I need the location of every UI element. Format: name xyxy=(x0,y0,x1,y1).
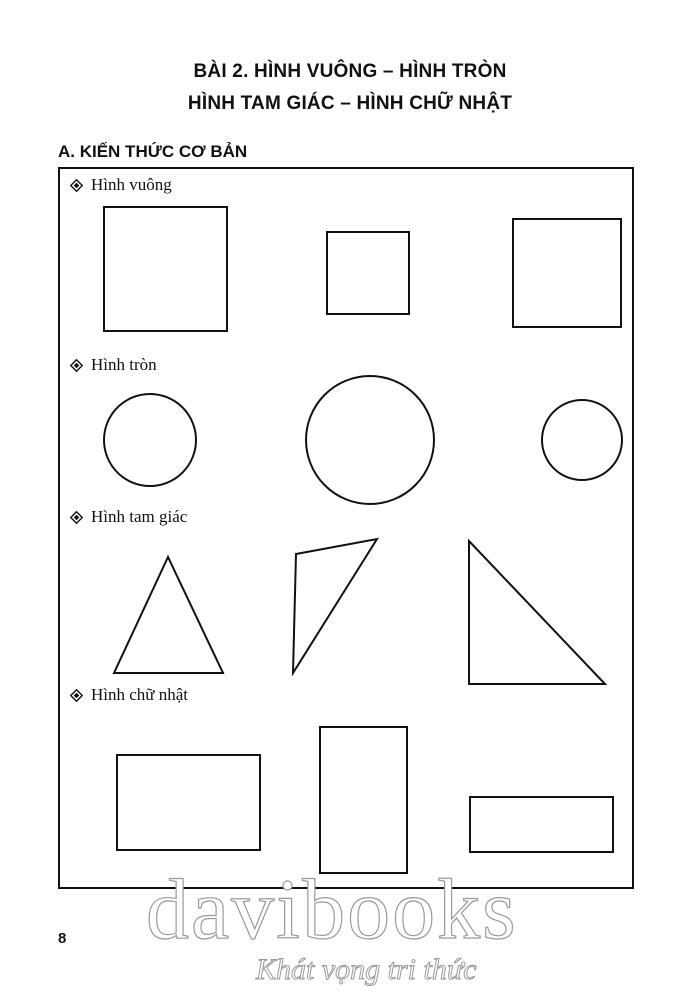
circle-large xyxy=(306,376,434,504)
section-heading: A. KIẾN THỨC CƠ BẢN xyxy=(58,142,248,161)
page-title-line-1: BÀI 2. HÌNH VUÔNG – HÌNH TRÒN xyxy=(193,61,507,82)
label-rectangle-text: Hình chữ nhật xyxy=(91,685,189,704)
circle-right xyxy=(542,400,622,480)
watermark-logo: davibooks xyxy=(146,861,518,957)
square-large xyxy=(104,207,227,331)
rectangle-thin xyxy=(470,797,613,852)
page-number: 8 xyxy=(58,930,67,947)
page-title-line-2: HÌNH TAM GIÁC – HÌNH CHỮ NHẬT xyxy=(187,93,513,114)
triangle-slanted xyxy=(293,539,377,673)
watermark-slogan: Khát vọng tri thức xyxy=(256,953,477,986)
triangle-isosceles xyxy=(114,557,223,673)
label-triangle-text: Hình tam giác xyxy=(91,507,188,526)
square-small xyxy=(327,232,409,314)
rectangle-vertical xyxy=(320,727,407,873)
label-circle-text: Hình tròn xyxy=(91,355,157,374)
square-medium xyxy=(513,219,621,327)
rectangle-horizontal xyxy=(117,755,260,850)
label-square-text: Hình vuông xyxy=(91,175,172,194)
triangle-right-angled xyxy=(469,541,605,684)
circle-small xyxy=(104,394,196,486)
